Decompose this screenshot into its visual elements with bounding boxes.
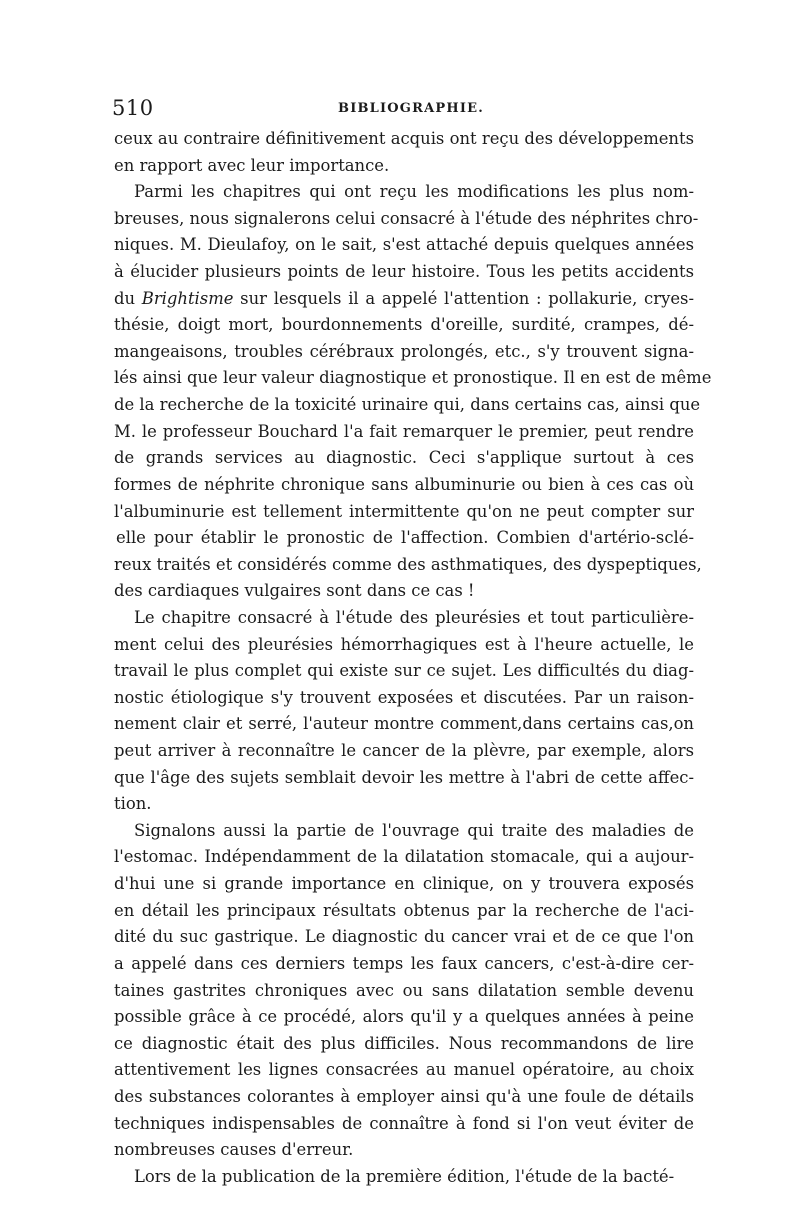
text-line: ceux au contraire définitivement acquis ont reçu des développements xyxy=(114,129,694,148)
text-line: Parmi les chapitres qui ont reçu les modifications les plus nom- xyxy=(134,182,694,202)
text-line: à élucider plusieurs points de leur histoire. Tous les petits accidents xyxy=(114,262,694,282)
text-line: Lors de la publication de la première édition, l'étude de la bacté- xyxy=(134,1166,675,1186)
text-line: Signalons aussi la partie de l'ouvrage qui traite des maladies de xyxy=(134,820,694,840)
text-line: nombreuses causes d'erreur. xyxy=(114,1140,354,1160)
text-line: lés ainsi que leur valeur diagnostique et pronostique. Il en est de même xyxy=(114,368,712,388)
text-line: niques. M. Dieulafoy, on le sait, s'est attaché depuis quelques années xyxy=(114,235,694,255)
page-number: 510 xyxy=(112,96,154,120)
text-line: a appelé dans ces derniers temps les faux cancers, c'est-à-dire cer- xyxy=(114,953,694,973)
emphasized-term: Brightisme xyxy=(141,288,234,308)
text-line: breuses, nous signalerons celui consacré à l'étude des néphrites chro- xyxy=(114,208,699,228)
running-title: BIBLIOGRAPHIE. xyxy=(338,101,484,116)
text-line: de la recherche de la toxicité urinaire qui, dans certains cas, ainsi que xyxy=(114,395,701,415)
text-line: l'albuminurie est tellement intermittente qu'on ne peut compter sur xyxy=(114,501,694,521)
text-line: reux traités et considérés comme des asthmatiques, des dyspeptiques, xyxy=(114,554,702,574)
text-line: peut arriver à reconnaître le cancer de la plèvre, par exemple, alors xyxy=(114,741,694,761)
body-text xyxy=(114,126,712,1190)
text-line: d'hui une si grande importance en clinique, on y trouvera exposés xyxy=(114,874,694,894)
page-header xyxy=(112,96,698,124)
text-line: attentivement les lignes consacrées au manuel opératoire, au choix xyxy=(114,1060,694,1080)
text-line: en rapport avec leur importance. xyxy=(114,155,390,175)
text-line: tion. xyxy=(114,794,152,814)
text-line: de grands services au diagnostic. Ceci s'applique surtout à ces xyxy=(114,448,694,468)
text-line: mangeaisons, troubles cérébraux prolongés, etc., s'y trouvent signa- xyxy=(114,341,694,361)
text-line: elle pour établir le pronostic de l'affection. Combien d'artério-sclé- xyxy=(116,528,694,548)
text-line: en détail les principaux résultats obtenus par la recherche de l'aci- xyxy=(114,900,694,920)
text-line: ce diagnostic était des plus difficiles. Nous recommandons de lire xyxy=(114,1033,694,1053)
text-line: thésie, doigt mort, bourdonnements d'oreille, surdité, crampes, dé- xyxy=(114,315,694,335)
text-line: nostic étiologique s'y trouvent exposées et discutées. Par un raison- xyxy=(114,687,694,707)
text-line: nement clair et serré, l'auteur montre comment,dans certains cas,on xyxy=(114,714,694,734)
text-line: dité du suc gastrique. Le diagnostic du cancer vrai et de ce que l'on xyxy=(114,927,694,947)
text-line: travail le plus complet qui existe sur ce sujet. Les difficultés du diag- xyxy=(114,661,694,681)
text-line: Le chapitre consacré à l'étude des pleurésies et tout particulière- xyxy=(134,607,694,627)
text-line: M. le professeur Bouchard l'a fait remarquer le premier, peut rendre xyxy=(114,421,694,441)
text-line: ment celui des pleurésies hémorrhagiques est à l'heure actuelle, le xyxy=(114,634,694,654)
text-line: taines gastrites chroniques avec ou sans dilatation semble devenu xyxy=(114,980,694,1000)
text-line: des substances colorantes à employer ainsi qu'à une foule de détails xyxy=(114,1086,694,1106)
text-line: des cardiaques vulgaires sont dans ce cas ! xyxy=(114,581,475,601)
text-line: techniques indispensables de connaître à fond si l'on veut éviter de xyxy=(114,1113,694,1133)
text-line: formes de néphrite chronique sans albuminurie ou bien à ces cas où xyxy=(114,474,694,494)
text-line: possible grâce à ce procédé, alors qu'il y a quelques années à peine xyxy=(114,1007,694,1027)
text-line: du Brightisme sur lesquels il a appelé l'attention : pollakurie, cryes- xyxy=(114,288,694,308)
text-line: que l'âge des sujets semblait devoir les mettre à l'abri de cette affec- xyxy=(114,767,694,787)
text-line: l'estomac. Indépendamment de la dilatation stomacale, qui a aujour- xyxy=(114,847,694,867)
